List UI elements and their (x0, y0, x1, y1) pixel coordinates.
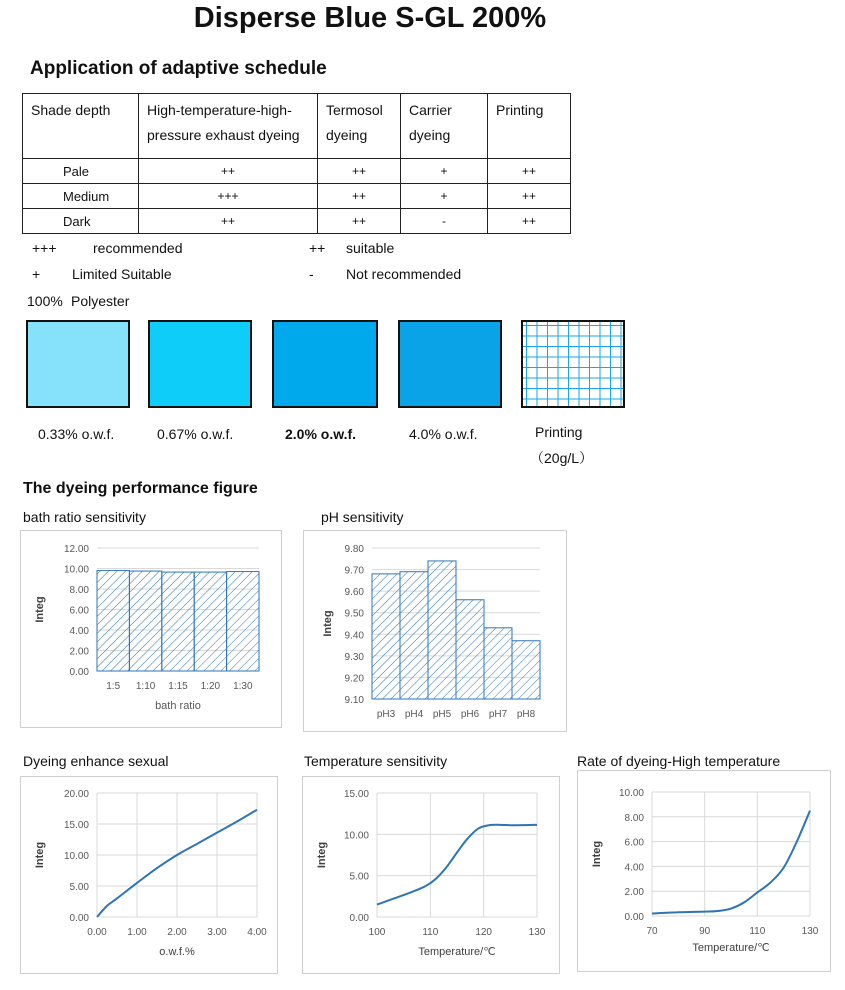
x-tick-label: pH4 (404, 709, 424, 720)
x-tick-label: 4.00 (247, 927, 267, 938)
substrate-name: Polyester (71, 293, 130, 309)
x-tick-label: 1:10 (135, 681, 156, 692)
legend-symbol-suitable: ++ (309, 240, 326, 256)
x-tick-label: 90 (699, 926, 711, 937)
y-axis-label: Integ (322, 610, 334, 637)
bar (512, 641, 540, 699)
y-tick-label: 12.00 (63, 544, 89, 555)
cell-printing: ++ (488, 209, 571, 234)
x-tick-label: 3.00 (207, 927, 227, 938)
x-tick-label: 110 (749, 926, 766, 937)
header-termosol (318, 94, 401, 159)
chart-enh-frame (20, 776, 278, 974)
swatch-label-2-0: 2.0% o.w.f. (285, 426, 357, 442)
header-htp-line1: High-temperature-high- (147, 102, 292, 118)
y-tick-label: 2.00 (624, 887, 644, 899)
bar (194, 572, 226, 671)
y-axis-label: Integ (34, 596, 46, 623)
chart-bath-frame (20, 530, 282, 728)
x-axis-label: o.w.f.% (159, 946, 195, 958)
chart-title-enh: Dyeing enhance sexual (23, 753, 169, 769)
bar (97, 571, 129, 671)
x-tick-label: 110 (422, 927, 439, 938)
legend-text-not: Not recommended (346, 266, 462, 282)
x-tick-label: pH6 (460, 709, 480, 720)
x-tick-label: 0.00 (87, 927, 107, 938)
y-tick-label: 0.00 (624, 912, 644, 923)
document-title: Disperse Blue S-GL 200% (193, 2, 547, 34)
bar (162, 572, 194, 671)
color-swatch-0-67 (148, 320, 252, 408)
cell-termosol: ++ (318, 184, 401, 209)
chart-rate-frame (577, 770, 831, 972)
chart-title-rate: Rate of dyeing-High temperature (577, 753, 781, 769)
header-htp (139, 94, 318, 159)
y-tick-label: 0.00 (69, 667, 89, 678)
chart-temp-frame (302, 776, 560, 974)
y-tick-label: 8.00 (624, 812, 644, 824)
cell-shade: Dark (23, 209, 139, 234)
bar (129, 571, 161, 671)
cell-htp: +++ (139, 184, 318, 209)
cell-printing: ++ (488, 159, 571, 184)
x-axis-label: bath ratio (155, 700, 201, 712)
cell-htp: ++ (139, 209, 318, 234)
legend-symbol-recommended: +++ (32, 240, 57, 256)
color-swatch-0-33 (26, 320, 130, 408)
swatch-label-printing: Printing (535, 424, 583, 440)
x-tick-label: 1:30 (233, 681, 253, 692)
y-tick-label: 4.00 (624, 862, 644, 874)
x-tick-label: 2.00 (167, 927, 187, 938)
header-printing: Printing (488, 94, 571, 159)
swatch-label-0-33: 0.33% o.w.f. (38, 426, 115, 442)
y-tick-label: 10.00 (63, 564, 89, 576)
performance-heading: The dyeing performance figure (23, 480, 258, 497)
enhance-chart (21, 777, 277, 973)
legend-symbol-limited: + (32, 266, 41, 282)
series-line (377, 825, 537, 905)
y-tick-label: 9.20 (344, 673, 364, 685)
swatch-label-4-0: 4.0% o.w.f. (409, 426, 478, 442)
x-tick-label: pH7 (488, 709, 508, 720)
y-tick-label: 6.00 (624, 837, 644, 849)
y-tick-label: 15.00 (63, 820, 89, 831)
y-tick-label: 2.00 (69, 646, 89, 658)
x-tick-label: 70 (646, 926, 658, 937)
chart-ph-frame (303, 530, 567, 732)
x-tick-label: 1.00 (127, 927, 147, 938)
table-header-row (23, 94, 571, 159)
y-tick-label: 9.60 (344, 587, 364, 599)
y-axis-label: Integ (316, 841, 328, 869)
y-tick-label: 9.70 (344, 565, 364, 577)
y-tick-label: 0.00 (349, 913, 369, 924)
legend-symbol-not: - (309, 266, 314, 282)
x-tick-label: 130 (801, 926, 819, 937)
x-tick-label: 1:15 (168, 681, 188, 692)
y-tick-label: 5.00 (349, 871, 369, 883)
header-htp-line2: pressure exhaust dyeing (147, 127, 300, 143)
bar (400, 572, 428, 699)
cell-carrier: - (401, 209, 488, 234)
cell-htp: ++ (139, 159, 318, 184)
y-tick-label: 9.80 (344, 544, 364, 555)
x-tick-label: pH3 (376, 709, 396, 720)
y-tick-label: 4.00 (69, 626, 89, 637)
y-tick-label: 6.00 (69, 605, 89, 617)
application-heading: Application of adaptive schedule (30, 58, 327, 79)
table-row (23, 184, 571, 209)
substrate-percent: 100% (27, 293, 63, 309)
y-tick-label: 9.50 (344, 608, 364, 620)
swatch-label-0-67: 0.67% o.w.f. (157, 426, 234, 442)
y-tick-label: 0.00 (69, 913, 89, 924)
cell-carrier: + (401, 184, 488, 209)
ph-chart (304, 531, 566, 731)
x-tick-label: pH5 (432, 709, 452, 720)
header-carrier (401, 94, 488, 159)
cell-printing: ++ (488, 184, 571, 209)
x-axis-label: Temperature/℃ (692, 942, 770, 954)
legend-text-limited: Limited Suitable (72, 266, 172, 282)
y-tick-label: 10.00 (343, 830, 369, 842)
cell-shade: Medium (23, 184, 139, 209)
rate-chart (578, 771, 830, 971)
legend-text-recommended: recommended (93, 240, 183, 256)
header-termosol-line2: dyeing (326, 127, 368, 143)
color-swatch-2-0 (272, 320, 378, 408)
chart-title-ph: pH sensitivity (321, 509, 404, 525)
color-swatch-4-0 (398, 320, 502, 408)
y-tick-label: 20.00 (63, 789, 89, 800)
x-tick-label: 100 (368, 927, 386, 938)
y-tick-label: 5.00 (69, 882, 89, 893)
x-tick-label: 120 (475, 927, 493, 938)
x-tick-label: 1:5 (106, 681, 121, 692)
bar (484, 628, 512, 699)
y-axis-label: Integ (591, 840, 603, 868)
table-row (23, 209, 571, 234)
header-shade: Shade depth (23, 94, 139, 159)
y-tick-label: 10.00 (618, 788, 644, 799)
bar (372, 574, 400, 699)
y-tick-label: 15.00 (343, 789, 369, 800)
temperature-chart (303, 777, 559, 973)
y-tick-label: 9.40 (344, 630, 364, 642)
y-tick-label: 8.00 (69, 585, 89, 596)
application-table (22, 93, 571, 234)
y-tick-label: 10.00 (63, 851, 89, 862)
cell-termosol: ++ (318, 209, 401, 234)
legend-text-suitable: suitable (346, 240, 395, 256)
y-axis-label: Integ (34, 841, 46, 869)
y-tick-label: 9.10 (344, 695, 364, 706)
bath-ratio-chart (21, 531, 281, 727)
y-tick-label: 9.30 (344, 651, 364, 663)
cell-carrier: + (401, 159, 488, 184)
series-line (652, 811, 810, 914)
header-termosol-line1: Termosol (326, 102, 383, 118)
swatch-sublabel-printing: （20g/L） (530, 450, 594, 466)
cell-shade: Pale (23, 159, 139, 184)
x-tick-label: 130 (528, 927, 546, 938)
bar (456, 600, 484, 699)
bar (227, 572, 259, 671)
table-row (23, 159, 571, 184)
chart-title-bath: bath ratio sensitivity (23, 509, 146, 525)
x-axis-label: Temperature/℃ (418, 946, 496, 958)
x-tick-label: pH8 (516, 709, 536, 720)
x-tick-label: 1:20 (200, 681, 221, 692)
printing-grid-swatch (521, 320, 625, 408)
cell-termosol: ++ (318, 159, 401, 184)
bar (428, 561, 456, 699)
chart-title-temp: Temperature sensitivity (304, 753, 448, 769)
header-carrier-line1: Carrier (409, 102, 452, 118)
header-carrier-line2: dyeing (409, 127, 451, 143)
